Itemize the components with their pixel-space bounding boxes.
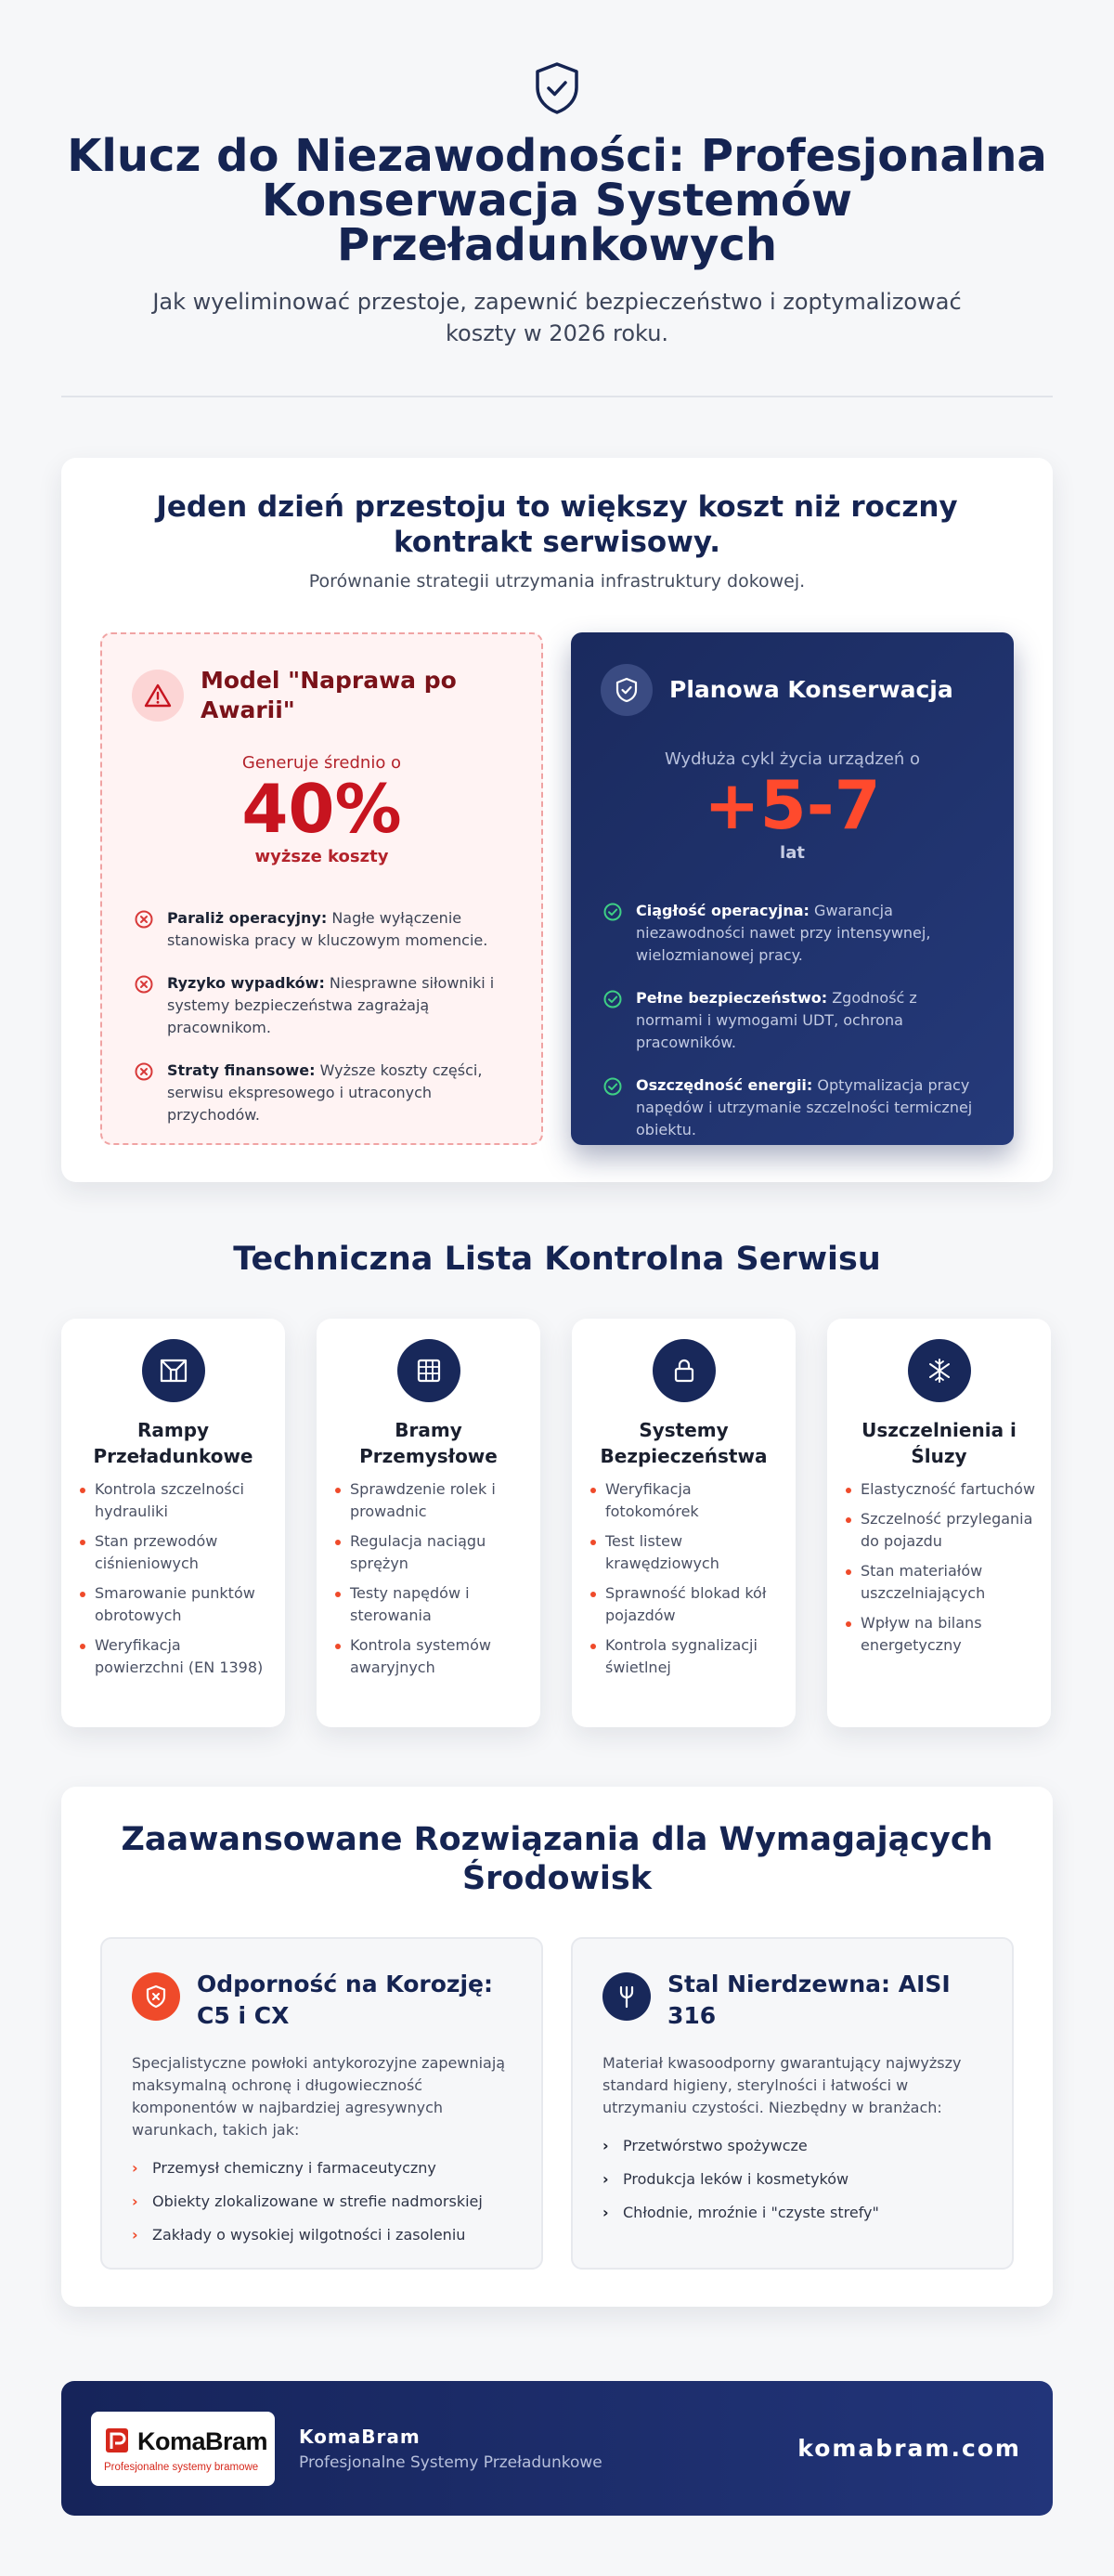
stainless-title: Stal Nierdzewna: AISI 316 [667, 1971, 951, 2029]
planned-stat-caption: lat [780, 843, 805, 863]
list-item: › Obiekty zlokalizowane w strefie nadmorskiej [132, 2192, 483, 2210]
stainless-description: Materiał kwasoodporny gwarantujący najwyższy standard higieny, sterylności i łatwości w utrzymaniu czystości. Niezbędny w branżach: [602, 2054, 962, 2116]
corrosion-description: Specjalistyczne powłoki antykorozyjne zapewniają maksymalną ochronę i długowieczność komponentów w najbardziej agresywnych warunkach, takich jak: [132, 2054, 506, 2139]
checklist-card-doors [317, 1319, 540, 1727]
chevron-right-icon: › [132, 2226, 138, 2244]
checklist-card-title: Systemy Bezpieczeństwa [600, 1419, 768, 1467]
chevron-right-icon: › [602, 2204, 609, 2221]
list-item: Wpływ na bilans energetyczny [846, 1612, 1038, 1657]
reactive-stat-label: Generuje średnio o [241, 753, 402, 773]
advanced-section [61, 1787, 1053, 2307]
shield-check-icon [533, 61, 581, 115]
planned-stat-value: +5-7 [704, 766, 881, 844]
list-item: Test listew krawędziowych [590, 1530, 783, 1575]
check-circle-icon [602, 989, 623, 1009]
list-item: Testy napędów i sterowania [335, 1582, 527, 1627]
list-item: Kontrola szczelności hydrauliki [80, 1478, 272, 1523]
divider [61, 396, 1053, 397]
planned-maintenance-panel [571, 632, 1014, 1145]
chevron-right-icon: › [132, 2192, 138, 2210]
page-title: Klucz do Niezawodności: Profesjonalna Konserwacja Systemów Przeładunkowych [67, 130, 1047, 271]
page-subtitle: Jak wyeliminować przestoje, zapewnić bezpieczeństwo i zoptymalizować koszty w 2026 roku. [152, 289, 962, 346]
footer-tagline: Profesjonalne Systemy Przeładunkowe [299, 2452, 602, 2472]
point-text: Niesprawne siłowniki i systemy bezpieczeństwa zagrażają pracownikom. [167, 974, 495, 1036]
list-item: Stan materiałów uszczelniających [846, 1560, 1038, 1605]
x-circle-icon [134, 909, 154, 930]
list-item [134, 907, 513, 952]
list-item: Weryfikacja fotokomórek [590, 1478, 783, 1523]
comparison-subtitle: Porównanie strategii utrzymania infrastruktury dokowej. [308, 571, 806, 592]
list-item: Smarowanie punktów obrotowych [80, 1582, 272, 1627]
chevron-right-icon: › [132, 2159, 138, 2177]
list-item: Sprawdzenie rolek i prowadnic [335, 1478, 527, 1523]
corrosion-panel [100, 1937, 543, 2270]
point-label: Straty finansowe: [167, 1061, 316, 1079]
x-circle-icon [134, 974, 154, 995]
list-item: › Produkcja leków i kosmetyków [602, 2170, 849, 2188]
list-item: Stan przewodów ciśnieniowych [80, 1530, 272, 1575]
point-label: Ciągłość operacyjna: [636, 902, 810, 919]
checklist-items [846, 1478, 1051, 1657]
reactive-stat-value: 40% [241, 770, 402, 848]
checklist-card-safety [572, 1319, 796, 1727]
corrosion-title: Odporność na Korozję: C5 i CX [197, 1971, 493, 2029]
warning-icon [132, 670, 184, 722]
checklist-title: Techniczna Lista Kontrolna Serwisu [233, 1241, 881, 1278]
website-link[interactable]: komabram.com [797, 2435, 1021, 2462]
point-text: Wyższe koszty części, serwisu ekspresowego i utraconych przychodów. [167, 1061, 483, 1124]
comparison-section [61, 458, 1053, 1182]
list-item: Weryfikacja powierzchni (EN 1398) [80, 1634, 272, 1679]
industrial-door-icon [397, 1339, 460, 1402]
list-item: › Chłodnie, mroźnie i "czyste strefy" [602, 2204, 879, 2221]
list-item: › Zakłady o wysokiej wilgotności i zasoleniu [132, 2226, 466, 2244]
chevron-right-icon: › [602, 2170, 609, 2188]
point-text: Gwarancja niezawodności nawet przy intensywnej, wielozmianowej pracy. [636, 902, 931, 964]
point-text: Zgodność z normami i wymogami UDT, ochrona pracowników. [636, 989, 917, 1051]
x-circle-icon [134, 1061, 154, 1082]
logo-wordmark: KomaBram [137, 2427, 268, 2455]
reactive-points [102, 907, 541, 1126]
point-text: Nagłe wyłączenie stanowiska pracy w kluczowym momencie. [167, 909, 488, 949]
list-item [602, 987, 986, 1054]
check-circle-icon [602, 902, 623, 922]
shield-x-icon [132, 1972, 180, 2021]
checklist-items [80, 1478, 285, 1679]
lock-icon [653, 1339, 716, 1402]
logo-tagline: Profesjonalne systemy bramowe [104, 2461, 259, 2473]
reactive-maintenance-panel [100, 632, 543, 1145]
list-item [134, 1060, 513, 1126]
footer [61, 2381, 1053, 2516]
corrosion-list [132, 2158, 541, 2245]
reactive-stat-caption: wyższe koszty [254, 847, 389, 866]
list-item: Sprawność blokad kół pojazdów [590, 1582, 783, 1627]
advanced-title: Zaawansowane Rozwiązania dla Wymagających Środowisk [121, 1821, 993, 1897]
planned-panel-title: Planowa Konserwacja [669, 676, 953, 703]
planned-stat-label: Wydłuża cykl życia urządzeń o [664, 749, 921, 769]
point-text: Optymalizacja pracy napędów i utrzymanie szczelności termicznej obiektu. [636, 1076, 973, 1138]
point-label: Pełne bezpieczeństwo: [636, 989, 828, 1007]
snowflake-icon [908, 1339, 971, 1402]
reactive-panel-title: Model "Naprawa po Awarii" [201, 667, 457, 723]
checklist-card-title: Rampy Przeładunkowe [93, 1419, 253, 1467]
list-item: Regulacja naciągu sprężyn [335, 1530, 527, 1575]
logo-mark-icon [104, 2425, 132, 2460]
dock-ramp-icon [142, 1339, 205, 1402]
chevron-right-icon: › [602, 2137, 609, 2154]
stainless-list [602, 2136, 1012, 2223]
checklist-card-title: Uszczelnienia i Śluzy [861, 1419, 1017, 1467]
komabram-logo [91, 2412, 275, 2486]
point-label: Oszczędność energii: [636, 1076, 813, 1094]
checklist-card-ramps [61, 1319, 285, 1727]
point-label: Paraliż operacyjny: [167, 909, 328, 927]
page-header [0, 0, 1114, 349]
list-item [134, 972, 513, 1039]
planned-points [571, 900, 1014, 1141]
shield-check-icon [601, 664, 653, 716]
list-item: Szczelność przylegania do pojazdu [846, 1508, 1038, 1553]
checklist-card-seals [827, 1319, 1051, 1727]
point-label: Ryzyko wypadków: [167, 974, 325, 992]
checklist-card-title: Bramy Przemysłowe [359, 1419, 498, 1467]
list-item: › Przemysł chemiczny i farmaceutyczny [132, 2159, 436, 2177]
list-item [602, 1074, 986, 1141]
check-circle-icon [602, 1076, 623, 1097]
checklist-items [335, 1478, 540, 1679]
fork-icon [602, 1972, 651, 2021]
list-item: Elastyczność fartuchów [846, 1478, 1038, 1501]
checklist-items [590, 1478, 796, 1679]
reactive-stat [102, 753, 541, 866]
list-item: › Przetwórstwo spożywcze [602, 2137, 808, 2154]
list-item: Kontrola sygnalizacji świetlnej [590, 1634, 783, 1679]
comparison-title: Jeden dzień przestoju to większy koszt niż roczny kontrakt serwisowy. [156, 490, 958, 559]
footer-brand: KomaBram [299, 2425, 421, 2448]
list-item [602, 900, 986, 967]
list-item: Kontrola systemów awaryjnych [335, 1634, 527, 1679]
stainless-steel-panel [571, 1937, 1014, 2270]
planned-stat [571, 749, 1014, 863]
